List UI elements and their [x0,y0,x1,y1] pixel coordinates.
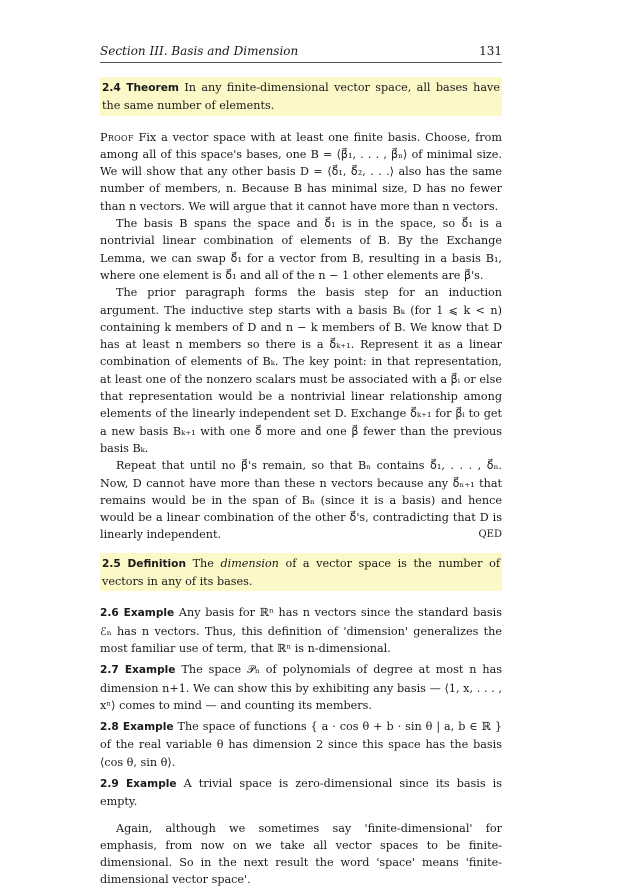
definition-pre: The [186,556,221,570]
theorem-label: 2.4 Theorem [102,82,179,94]
definition-post: of a vector space is the number of vectors in any of its bases. [102,556,500,589]
example-label: 2.9 Example [100,777,177,790]
proof-label: Proof [100,130,134,144]
header-rule [100,62,502,63]
example-text: The space of functions { a · cos θ + b · sin θ | a, b ∈ ℝ } of the real variable θ has dimension 2 since this space has the basis ⟨cos θ, sin θ⟩. [100,720,502,769]
example-text: Any basis for ℝⁿ has n vectors since the standard basis ℰₙ has n vectors. Thus, this definition of 'dimension' generalizes the most familiar use of term, that ℝⁿ is n-dimensional. [100,606,502,655]
running-header [100,44,502,58]
proof-paragraph: The prior paragraph forms the basis step for an induction argument. The inductive step starts with a basis Bₖ (for 1 ⩽ k < n) containing k members of D and n − k members of B. We know that D has at least n members so there is a δ⃗ₖ₊₁. Represent it as a linear combination of elements of Bₖ. The key point: in that representation, at least one of the nonzero scalars must be associated with a β⃗ᵢ or else that representation would be a nontrivial linear relationship among elements of the linearly independent set D. Exchange δ⃗ₖ₊₁ for β⃗ᵢ to get a new basis Bₖ₊₁ with one δ⃗ more and one β⃗ fewer than the previous basis Bₖ. [100,286,502,455]
example-label: 2.8 Example [100,721,174,734]
proof-paragraph-last [100,457,502,543]
definition-label: 2.5 Definition [102,557,186,570]
closing-paragraph: Again, although we sometimes say 'finite-dimensional' for emphasis, from now on we take all vector spaces to be finite-dimensional. So in the next result the word 'space' means 'finite-dimensional vector space'. [100,821,502,887]
example-label: 2.6 Example [100,607,175,620]
page-body [100,77,502,889]
example-text: A trivial space is zero-dimensional since its basis is empty. [100,776,502,809]
theorem-text: In any finite-dimensional vector space, all bases have the same number of elements. [102,81,500,113]
example-2-8 [100,718,502,771]
proof-text: Repeat that until no β⃗'s remain, so that Bₙ contains δ⃗₁, . . . , δ⃗ₙ. Now, D cannot have more than these n vectors because any δ⃗ₙ₊₁ that remains would be in the span of Bₙ (since it is a basis) and hence would be a linear combination of the other δ⃗'s, contradicting that D is linearly independent. [100,459,502,542]
definition-term: dimension [220,556,279,570]
theorem-box [100,77,502,116]
example-2-6 [100,604,502,657]
proof-paragraph [100,129,502,215]
qed-mark: QED [478,529,502,541]
proof-text: Fix a vector space with at least one finite basis. Choose, from among all of this space's bases, one B = ⟨β⃗₁, . . . , β⃗ₙ⟩ of minimal size. We will show that any other basis D = ⟨δ⃗₁, δ⃗₂, . . .⟩ also has the same number of members, n. Because B has minimal size, D has no fewer than n vectors. We will argue that it cannot have more than n vectors. [100,130,502,213]
example-2-7 [100,661,502,714]
example-text: The space 𝒫ₙ of polynomials of degree at most n has dimension n+1. We can show this by exhibiting any basis — ⟨1, x, . . . , xⁿ⟩ comes to mind — and counting its members. [100,663,502,712]
proof-paragraph: The basis B spans the space and δ⃗₁ is in the space, so δ⃗₁ is a nontrivial linear combination of elements of B. By the Exchange Lemma, we can swap δ⃗₁ for a vector from B, resulting in a basis B₁, where one element is δ⃗₁ and all of the n − 1 other elements are β⃗'s. [100,217,502,282]
page-number: 131 [479,44,502,58]
section-title: Section III. Basis and Dimension [100,44,299,58]
definition-box [100,553,502,592]
example-label: 2.7 Example [100,664,176,677]
example-2-9 [100,775,502,811]
